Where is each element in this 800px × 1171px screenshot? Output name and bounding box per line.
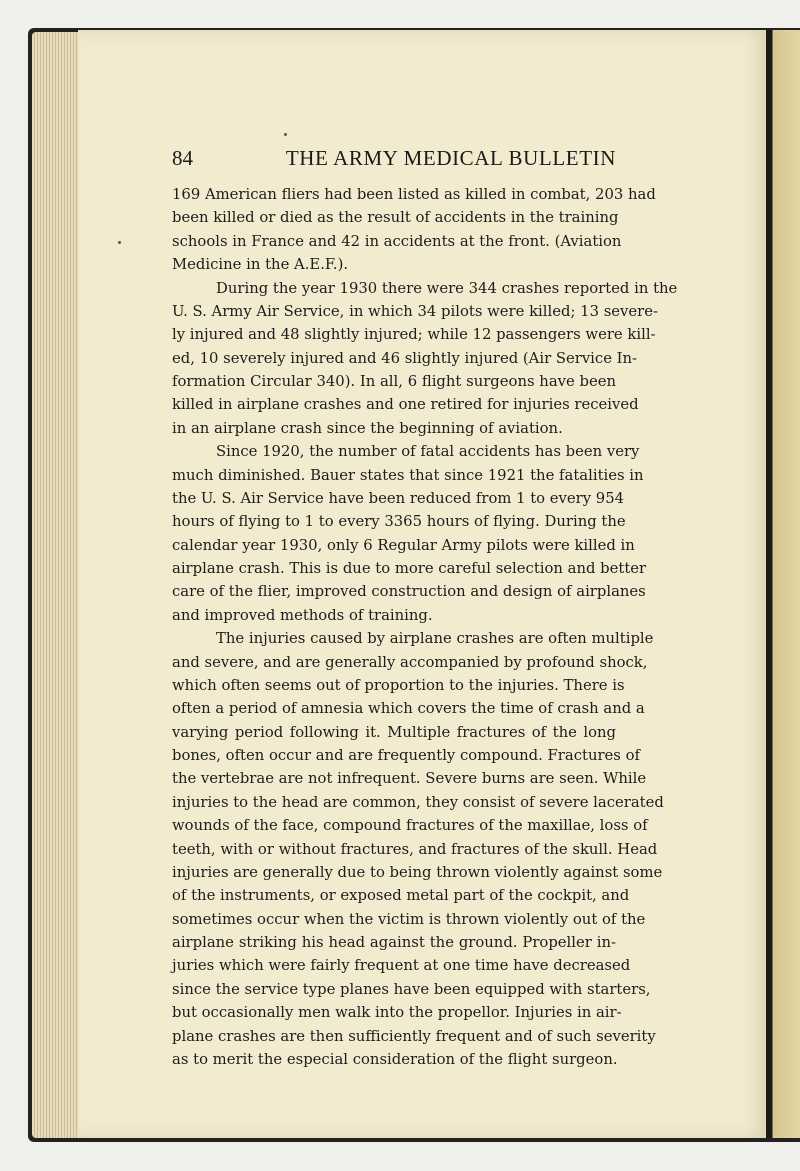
text-line: ly injured and 48 slightly injured; while 12 passengers were kill- — [172, 326, 656, 344]
text-line: bones, often occur and are frequently compound. Fractures of — [172, 747, 640, 764]
text-line: often a period of amnesia which covers the time of crash and a — [172, 700, 645, 718]
running-head — [172, 146, 616, 176]
text-line: schools in France and 42 in accidents at the front. (Aviation — [172, 232, 622, 250]
text-line: the U. S. Air Service have been reduced from 1 to every 954 — [172, 489, 625, 507]
text-line: been killed or died as the result of accidents in the training — [172, 209, 619, 227]
text-line: in an airplane crash since the beginning of aviation. — [172, 419, 563, 437]
text-line: injuries are generally due to being thrown violently against some — [172, 863, 663, 881]
text-line: care of the flier, improved construction and design of airplanes — [172, 583, 646, 601]
running-title: THE ARMY MEDICAL BULLETIN — [285, 146, 616, 170]
text-line: During the year 1930 there were 344 crashes reported in the — [216, 279, 678, 297]
facing-page-edge — [766, 30, 800, 1138]
text-line: calendar year 1930, only 6 Regular Army pilots were killed in — [172, 536, 635, 554]
speck — [118, 241, 121, 244]
text-line: sometimes occur when the victim is thrown violently out of the — [172, 910, 646, 928]
text-line: and improved methods of training. — [172, 606, 433, 624]
page-number: 84 — [172, 146, 193, 170]
text-line: The injuries caused by airplane crashes are often multiple — [216, 630, 654, 648]
speck — [284, 133, 287, 136]
text-line: much diminished. Bauer states that since 1921 the fatalities in — [172, 466, 644, 484]
text-line: but occasionally men walk into the propellor. Injuries in air- — [172, 1004, 622, 1022]
text-line: of the instruments, or exposed metal part of the cockpit, and — [172, 887, 630, 905]
text-line: varying period following it. Multiple fractures of the long — [172, 723, 616, 741]
text-line: teeth, with or without fractures, and fractures of the skull. Head — [172, 840, 658, 858]
text-line: as to merit the especial consideration of the flight surgeon. — [172, 1050, 618, 1068]
text-line: wounds of the face, compound fractures of the maxillae, loss of — [172, 817, 648, 835]
text-line: and severe, and are generally accompanied by profound shock, — [172, 653, 648, 671]
text-line: 169 American fliers had been listed as killed in combat, 203 had — [172, 186, 656, 203]
text-line: plane crashes are then sufficiently frequent and of such severity — [172, 1027, 656, 1045]
text-line: killed in airplane crashes and one retired for injuries received — [172, 396, 639, 414]
text-line: hours of flying to 1 to every 3365 hours of flying. During the — [172, 513, 626, 531]
text-line: U. S. Army Air Service, in which 34 pilots were killed; 13 severe- — [172, 302, 658, 320]
text-line: injuries to the head are common, they consist of severe lacerated — [172, 793, 664, 811]
text-line: the vertebrae are not infrequent. Severe burns are seen. While — [172, 770, 647, 788]
text-line: since the service type planes have been equipped with starters, — [172, 980, 651, 998]
text-line: Since 1920, the number of fatal accidents has been very — [216, 443, 640, 461]
text-line: airplane crash. This is due to more careful selection and better — [172, 560, 647, 577]
body-text — [172, 183, 678, 1071]
text-line: ed, 10 severely injured and 46 slightly injured (Air Service In- — [172, 349, 638, 367]
page-edges — [32, 32, 82, 1138]
text-line: airplane striking his head against the ground. Propeller in- — [172, 934, 616, 951]
text-line: Medicine in the A.E.F.). — [172, 256, 349, 274]
text-line: which often seems out of proportion to the injuries. There is — [172, 676, 625, 694]
text-line: formation Circular 340). In all, 6 flight surgeons have been — [172, 373, 616, 390]
text-line: juries which were fairly frequent at one time have decreased — [172, 957, 631, 975]
